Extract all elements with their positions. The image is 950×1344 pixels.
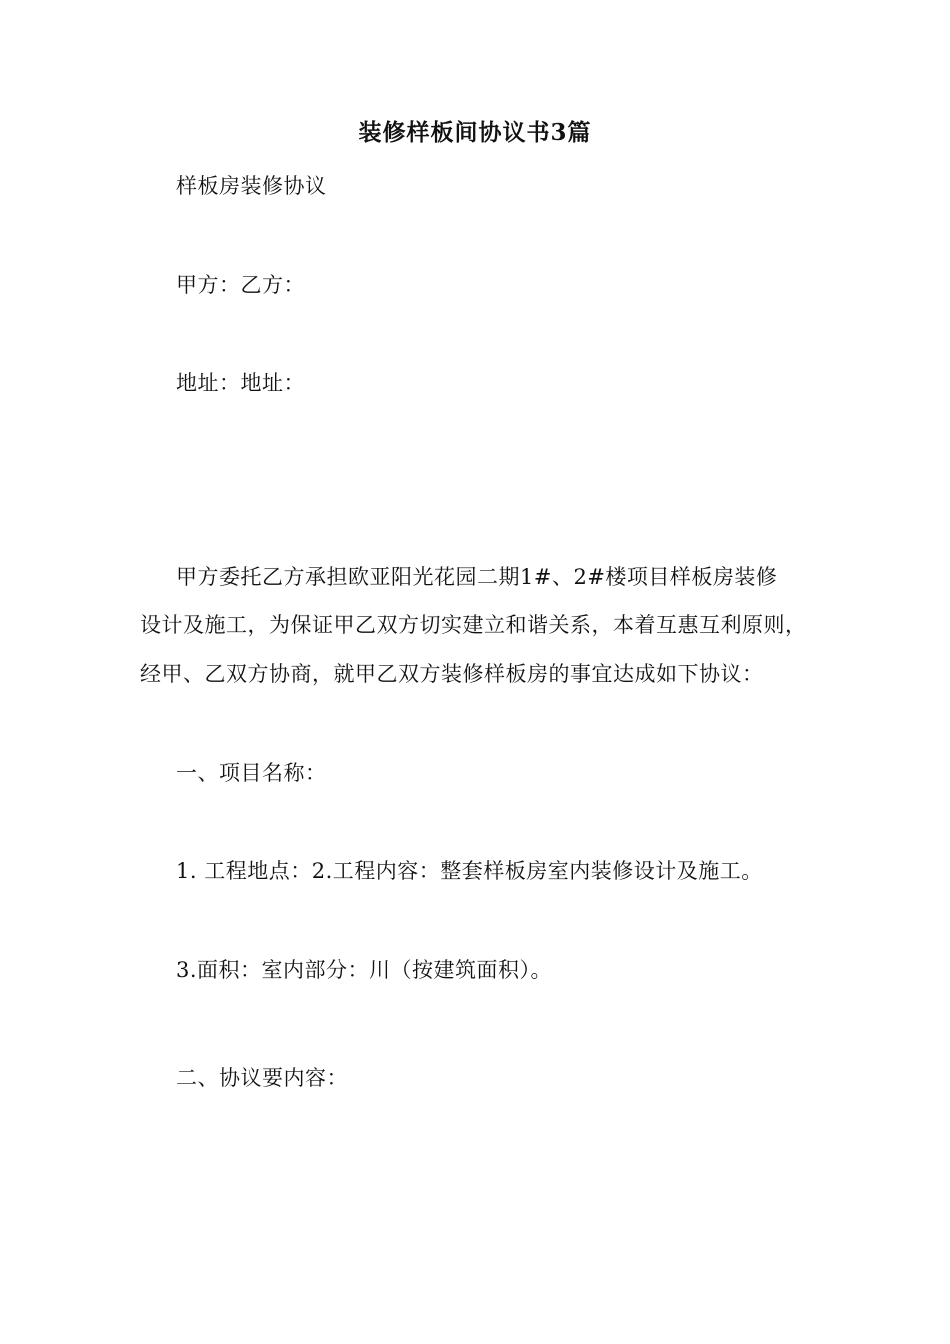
item-3-line: 3.面积：室内部分：川（按建筑面积）。	[176, 958, 553, 982]
item-1-line: 1. 工程地点：2.工程内容：整套样板房室内装修设计及施工。	[176, 859, 763, 883]
document-title: 装修样板间协议书3篇	[358, 119, 592, 146]
section-1-heading: 一、项目名称：	[176, 761, 327, 785]
intro-line-3: 经甲、乙双方协商，就甲乙双方装修样板房的事宜达成如下协议：	[140, 662, 764, 686]
intro-line-2: 设计及施工，为保证甲乙双方切实建立和谐关系，本着互惠互利原则，	[140, 613, 807, 637]
agreement-subtitle: 样板房装修协议	[176, 174, 327, 198]
parties-line: 甲方：乙方：	[176, 273, 305, 297]
addresses-line: 地址：地址：	[176, 371, 305, 395]
section-2-heading: 二、协议要内容：	[176, 1066, 348, 1090]
intro-line-1: 甲方委托乙方承担欧亚阳光花园二期1#、2#楼项目样板房装修	[176, 565, 778, 589]
